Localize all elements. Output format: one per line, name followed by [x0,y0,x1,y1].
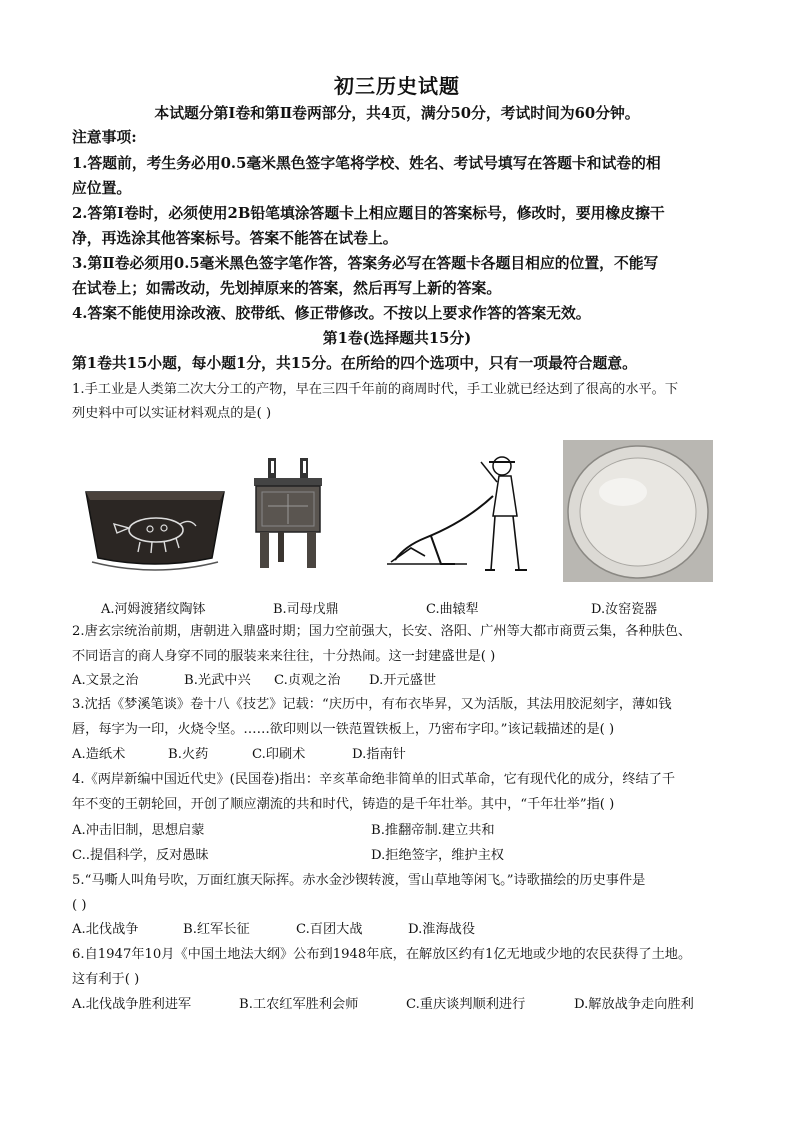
question-3-option-a: A.造纸术 [72,747,126,762]
section-description: 第1卷共15小题，每小题1分，共15分。在所给的四个选项中，只有一项最符合题意。 [72,355,637,372]
question-5-option-d: D.淮海战役 [408,922,476,937]
question-5-option-b: B.红军长征 [183,922,250,937]
question-6-option-d: D.解放战争走向胜利 [574,997,694,1012]
notice-item-1: 1.答题前，考生务必用0.5毫米黑色签字笔将学校、姓名、考试号填写在答题卡和试卷的相 [72,155,661,172]
question-2-text-cont: 不同语言的商人身穿不同的服装来来往往，十分热闹。这一封建盛世是( ) [72,649,496,664]
ru-kiln-porcelain-image [563,440,713,582]
question-6-option-a: A.北伐战争胜利进军 [72,997,192,1012]
question-4-option-c: C..提倡科学，反对愚昧 [72,848,209,863]
question-1-text-cont: 列史料中可以实证材料观点的是( ) [72,406,272,421]
question-6-text-cont: 这有利于( ) [72,972,140,987]
question-3-option-c: C.印刷术 [252,747,306,762]
pig-pattern-pottery-bowl-image [80,478,230,578]
question-2-option-c: C.贞观之治 [274,673,341,688]
question-4-option-b: B.推翻帝制.建立共和 [371,823,495,838]
question-2-option-a: A.文景之治 [72,673,139,688]
question-6-option-c: C.重庆谈判顺利进行 [406,997,526,1012]
question-2-option-d: D.开元盛世 [369,673,437,688]
question-1-option-c: C.曲辕犁 [426,602,479,617]
notice-item-2-cont: 净，再选涂其他答案标号。答案不能答在试卷上。 [72,230,398,247]
notice-heading: 注意事项: [72,129,137,146]
question-4-text: 4.《两岸新编中国近代史》(民国卷)指出：辛亥革命绝非简单的旧式革命，它有现代化的成分，终结了千 [72,772,676,787]
question-5-text-cont: ( ) [72,898,87,913]
curved-shaft-plough-image [385,452,535,578]
simuwu-ding-image [248,456,328,576]
question-3-text: 3.沈括《梦溪笔谈》卷十八《技艺》记载：“庆历中，有布衣毕昇，又为活版，其法用胶泥刻字，薄如钱 [72,697,672,712]
question-4-option-a: A.冲击旧制，思想启蒙 [72,823,205,838]
question-1-option-b: B.司母戊鼎 [273,602,339,617]
question-4-option-d: D.拒绝签字，维护主权 [371,848,504,863]
notice-item-3: 3.第Ⅱ卷必须用0.5毫米黑色签字笔作答，答案务必写在答题卡各题目相应的位置，不能写 [72,255,659,272]
question-6-option-b: B.工农红军胜利会师 [239,997,359,1012]
page-title: 初三历史试题 [334,74,460,98]
notice-item-4: 4.答案不能使用涂改液、胶带纸、修正带修改。不按以上要求作答的答案无效。 [72,305,591,322]
exam-intro: 本试题分第Ⅰ卷和第Ⅱ卷两部分，共4页，满分50分，考试时间为60分钟。 [154,105,640,122]
question-5-option-c: C.百团大战 [296,922,363,937]
question-3-option-d: D.指南针 [352,747,406,762]
question-1-text: 1.手工业是人类第二次大分工的产物，早在三四千年前的商周时代，手工业就已经达到了很高的水平。下 [72,382,679,397]
section-heading: 第1卷(选择题共15分) [322,330,472,347]
question-2-option-b: B.光武中兴 [184,673,251,688]
question-3-option-b: B.火药 [168,747,209,762]
question-2-text: 2.唐玄宗统治前期，唐朝进入鼎盛时期；国力空前强大，长安、洛阳、广州等大都市商贾云集，各种肤色、 [72,624,692,639]
question-5-text: 5.“马嘶人叫角号吹，万面红旗天际挥。赤水金沙锲转渡，雪山草地等闲飞。”诗歌描绘的历史事件是 [72,873,646,888]
question-5-option-a: A.北伐战争 [72,922,139,937]
question-6-text: 6.自1947年10月《中国土地法大纲》公布到1948年底，在解放区约有1亿无地或少地的农民获得了土地。 [72,947,692,962]
notice-item-3-cont: 在试卷上；如需改动，先划掉原来的答案，然后再写上新的答案。 [72,280,502,297]
question-1-option-d: D.汝窑瓷器 [591,602,658,617]
notice-item-1-cont: 应位置。 [72,180,132,197]
notice-item-2: 2.答第Ⅰ卷时，必须使用2B铅笔填涂答题卡上相应题目的答案标号，修改时，要用橡皮擦干 [72,205,665,222]
question-4-text-cont: 年不变的王朝轮回，开创了顺应潮流的共和时代，铸造的是千年壮举。其中，“千年壮举”指( ) [72,797,615,812]
question-3-text-cont: 唇，每字为一印，火烧令坚。……欲印则以一铁范置铁板上，乃密布字印。”该记载描述的是( ) [72,722,615,737]
question-1-option-a: A.河姆渡猪纹陶钵 [101,602,206,617]
